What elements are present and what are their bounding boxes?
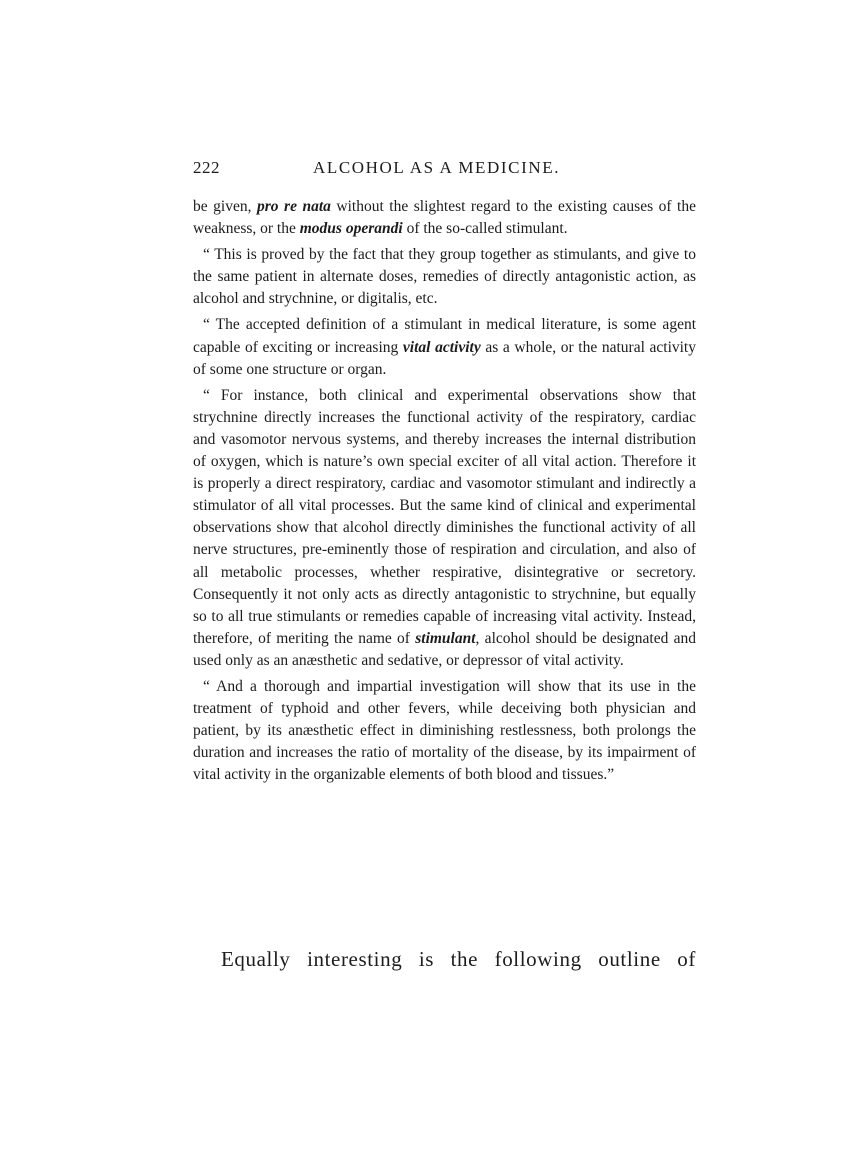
paragraph-text: be given,: [193, 198, 257, 215]
paragraph-text: “ For instance, both clinical and experimental observations show that strychnine directly increases the functional activity of the respiratory, cardiac and vasomotor nervous systems, and thereby increases the internal distribution of oxygen, which is nature’s own special exciter of all vital action. Therefore it is properly a direct respiratory, cardiac and vasomotor stimulant and indirectly a stimulator of all vital processes. But the same kind of clinical and experimental observations show that alcohol directly diminishes the functional activity of all nerve structures, pre-eminently those of respiration and circulation, and also of all metabolic processes, whether respirative, disintegrative or secretory. Consequently it not only acts as directly antagonistic to strychnine, but equally so to all true stimulants or remedies capable of increasing vital activity. Instead, therefore, of meriting the name of: [193, 386, 696, 647]
paragraph-text: “ And a thorough and impartial investigation will show that its use in the treatment of typhoid and other fevers, while deceiving both physician and patient, by its anæsthetic effect in diminishing restlessness, both prolongs the duration and increases the ratio of mortality of the disease, by its impairment of vital activity in the organizable elements of both blood and tissues.”: [193, 677, 696, 784]
paragraph-text: of the so-called stimulant.: [402, 220, 568, 238]
page-header: [193, 158, 696, 182]
paragraph-continuation: [193, 196, 696, 240]
paragraph-text: as a whole, or the natural activity of some one structure or organ.: [193, 338, 696, 378]
paragraph-quote: [193, 314, 696, 380]
continuation-line: Equally interesting is the following outline of: [221, 947, 696, 971]
paragraph-text: “ The accepted definition of a stimulant in medical literature, is some agent capable of exciting or increasing: [193, 316, 696, 356]
paragraph-text: “ This is proved by the fact that they group together as stimulants, and give to the same patient in alternate doses, remedies of directly antagonistic action, as alcohol and strychnine, or digitalis, etc.: [193, 246, 696, 308]
paragraph-text: without the slightest regard to the existing causes of the weakness, or the: [193, 198, 696, 238]
italic-phrase: pro re nata: [256, 198, 331, 215]
page-number: 222: [193, 158, 220, 177]
italic-phrase: vital activity: [402, 338, 481, 356]
paragraph-quote: [193, 244, 696, 310]
paragraph-text: , alcohol should be designated and used only as an anæsthetic and sedative, or depressor of vital activity.: [193, 629, 696, 669]
body-text: [193, 196, 696, 790]
paragraph-quote: [193, 385, 696, 672]
italic-phrase: stimulant: [415, 629, 476, 647]
italic-phrase: modus operandi: [299, 220, 403, 238]
running-title: ALCOHOL AS A MEDICINE.: [313, 158, 561, 177]
paragraph-quote: [193, 676, 696, 786]
